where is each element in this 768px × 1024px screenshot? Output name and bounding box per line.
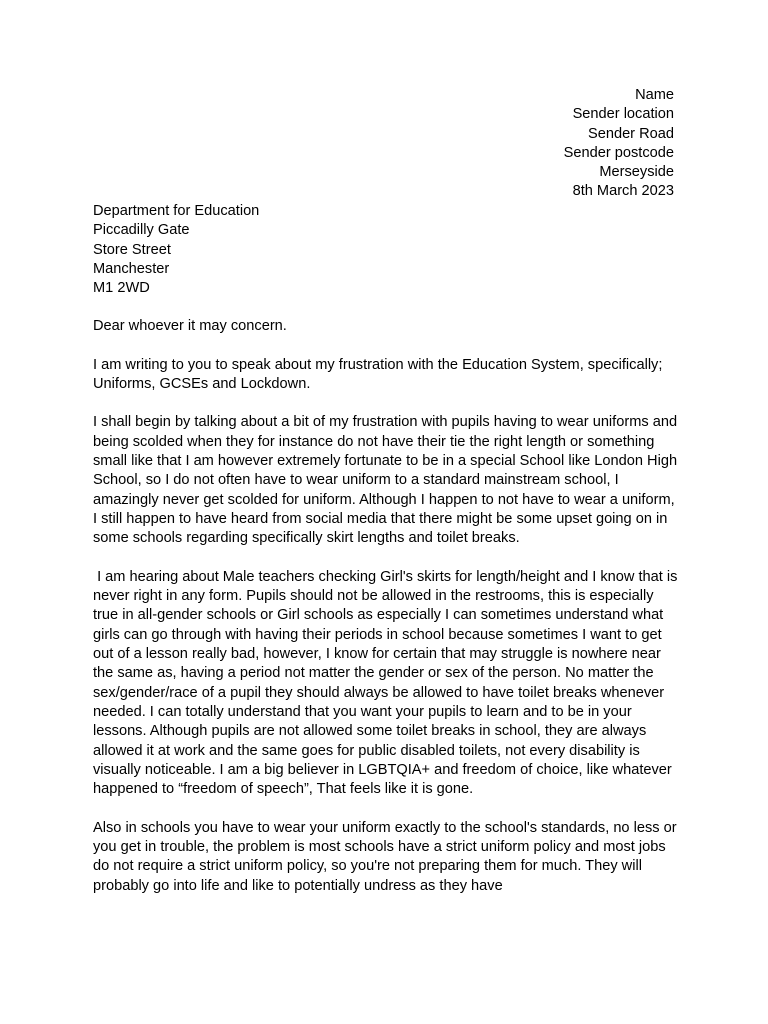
salutation: Dear whoever it may concern. xyxy=(93,318,287,334)
sender-county: Merseyside xyxy=(599,164,674,181)
body-paragraph-uniform-policy: Also in schools you have to wear your uniform exactly to the school's standards, no less or you get in trouble, the problem is most schools have a strict uniform policy and most jobs do not require a strict uniform policy, so you're not preparing them for much. They will probably go into life and like to potentially undress as they have xyxy=(93,819,677,894)
recipient-organisation: Department for Education xyxy=(93,203,260,219)
recipient-postcode: M1 2WD xyxy=(93,280,150,297)
body-paragraph-intro: I am writing to you to speak about my frustration with the Education System, specifically; Uniforms, GCSEs and Lockdown. xyxy=(93,356,663,392)
sender-postcode: Sender postcode xyxy=(563,144,674,161)
sender-location: Sender location xyxy=(572,106,674,123)
recipient-city: Manchester xyxy=(93,260,170,277)
recipient-building: Piccadilly Gate xyxy=(93,222,190,239)
sender-address-block xyxy=(564,86,674,202)
sender-name: Name xyxy=(635,87,674,103)
letter-body xyxy=(93,317,682,915)
body-paragraph-toilet-breaks: I am hearing about Male teachers checking Girl's skirts for length/height and I know that is never right in any form. Pupils should not be allowed in the restrooms, this is especially true in all-gender schools or Girl schools as especially I can sometimes understand what girls can go through with having their periods in school because sometimes I want to get out of a lesson really bad, however, I know for certain that may struggle is nowhere near the same as, having a period not matter the gender or sex of the person. No matter the sex/gender/race of a pupil they should always be allowed to have toilet breaks whenever needed. I can totally understand that you want your pupils to learn and to be in your lessons. Although pupils are not allowed some toilet breaks in school, they are always allowed it at work and the same goes for public disabled toilets, not every disability is visually noticeable. I am a big believer in LGBTQIA+ and freedom of choice, like whatever happened to “freedom of speech”, That feels like it is gone. xyxy=(93,568,682,798)
recipient-address-block xyxy=(93,202,259,298)
letter-date: 8th March 2023 xyxy=(572,183,674,200)
sender-road: Sender Road xyxy=(587,125,674,142)
recipient-street: Store Street xyxy=(93,241,171,258)
body-paragraph-uniforms: I shall begin by talking about a bit of my frustration with pupils having to wear uniforms and being scolded when they for instance do not have their tie the right length or something small like that I am however extremely fortunate to be in a special School like London High School, so I do not often have to wear uniform to a standard mainstream school, I amazingly never get scolded for uniform. Although I happen to not have to wear a uniform, I still happen to have heard from social media that there might be some upset going on in some schools regarding specifically skirt lengths and toilet breaks. xyxy=(93,414,678,547)
